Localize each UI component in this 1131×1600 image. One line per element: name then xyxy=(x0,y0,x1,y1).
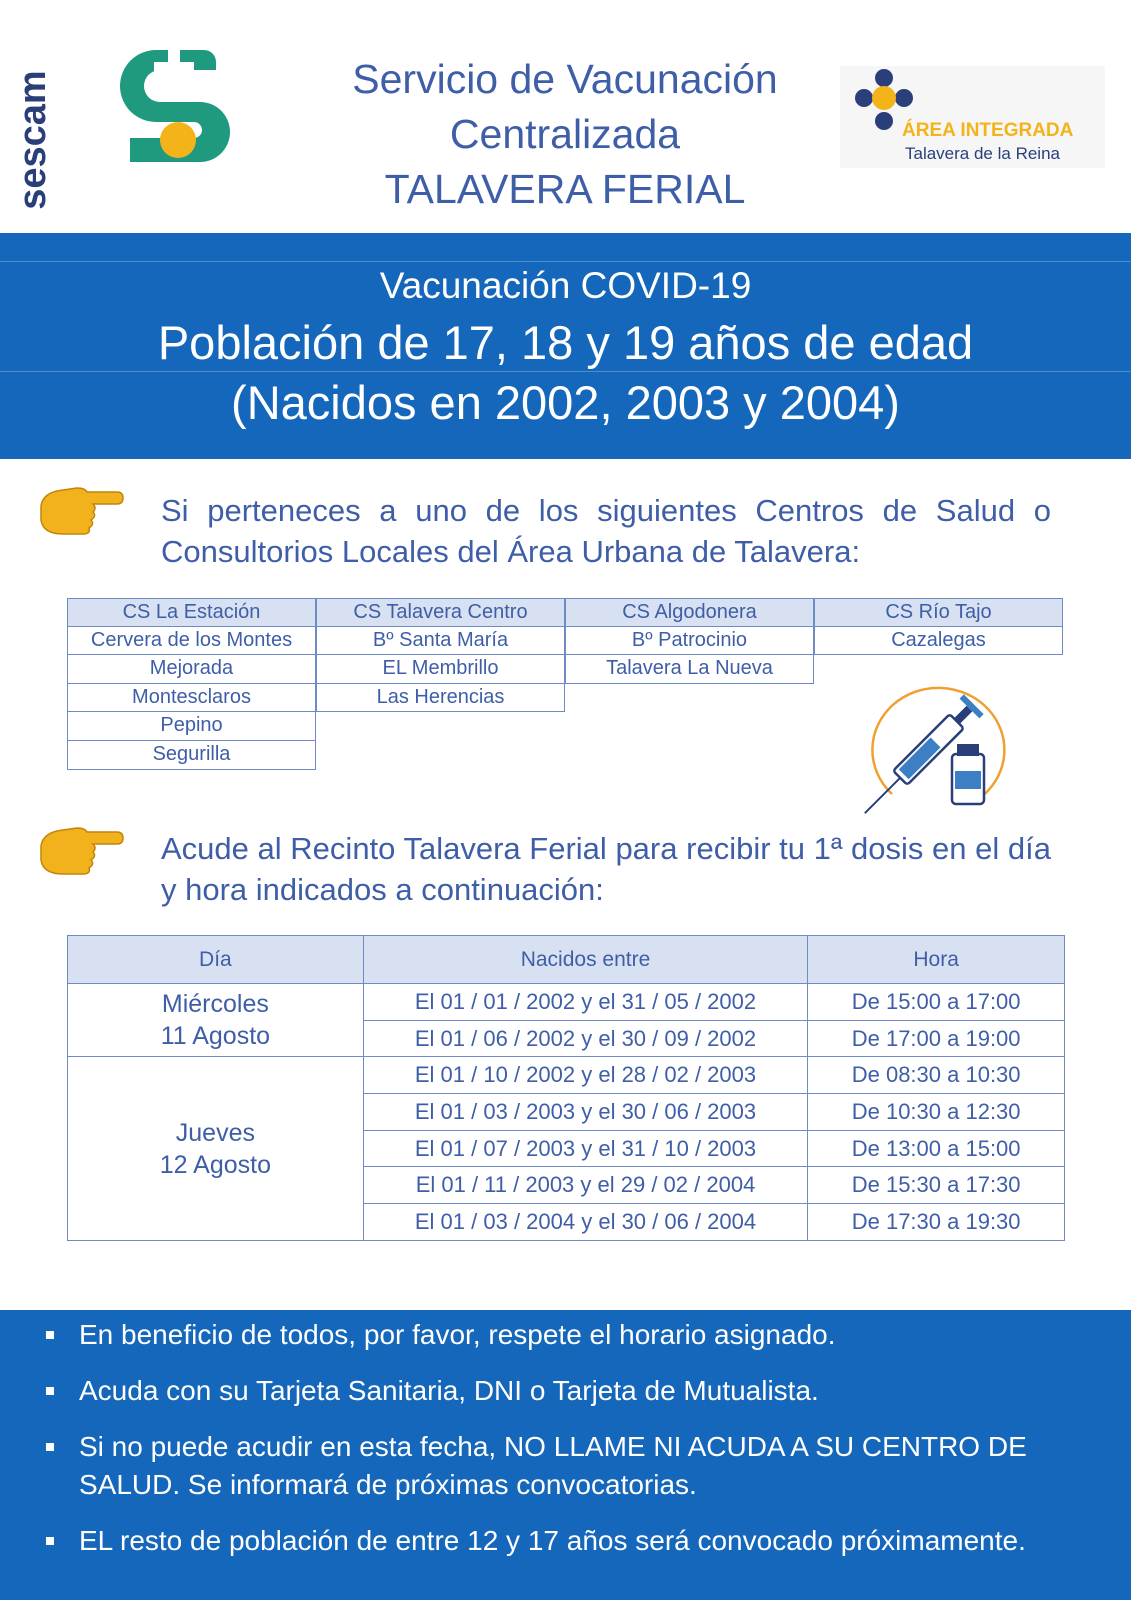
table-row xyxy=(68,1057,1065,1094)
center-item: Montesclaros xyxy=(67,684,316,713)
footer-note-text: Acuda con su Tarjeta Sanitaria, DNI o Tarjeta de Mutualista. xyxy=(79,1375,819,1406)
center-item: Segurilla xyxy=(67,741,316,770)
centers-column-2 xyxy=(316,598,565,712)
banner xyxy=(0,233,1131,459)
banner-title-2: (Nacidos en 2002, 2003 y 2004) xyxy=(231,376,900,429)
center-item: Pepino xyxy=(67,712,316,741)
bullet-icon xyxy=(46,1387,54,1395)
center-item: Bº Santa María xyxy=(316,627,565,656)
day-cell-wednesday xyxy=(68,984,364,1057)
hour-range: De 13:00 a 15:00 xyxy=(808,1130,1065,1167)
hour-range: De 15:30 a 17:30 xyxy=(808,1167,1065,1204)
centers-column-1 xyxy=(67,598,316,770)
schedule-header-row xyxy=(68,936,1065,984)
hour-range: De 15:00 a 17:00 xyxy=(808,984,1065,1021)
centers-column-4 xyxy=(814,598,1063,655)
footer-note-text: Si no puede acudir en esta fecha, NO LLAME NI ACUDA A SU CENTRO DE SALUD. Se informará de próximas convocatorias. xyxy=(79,1431,1027,1500)
header-title-line-2: Centralizada xyxy=(449,111,681,157)
sescam-logo xyxy=(12,42,222,210)
footer-note xyxy=(46,1316,1086,1354)
header-born: Nacidos entre xyxy=(363,936,808,984)
hour-range: De 08:30 a 10:30 xyxy=(808,1057,1065,1094)
centers-column-3 xyxy=(565,598,814,684)
hour-range: De 17:00 a 19:00 xyxy=(808,1020,1065,1057)
center-head: CS Talavera Centro xyxy=(316,598,565,627)
center-item: Talavera La Nueva xyxy=(565,655,814,684)
center-item: Bº Patrocinio xyxy=(565,627,814,656)
intro-paragraph-1: Si perteneces a uno de los siguientes Centros de Salud o Consultorios Locales del Área Urbana de Talavera: xyxy=(161,493,1051,569)
bullet-icon xyxy=(46,1331,54,1339)
center-item: EL Membrillo xyxy=(316,655,565,684)
day-name: Miércoles xyxy=(161,990,269,1019)
center-item: Cervera de los Montes xyxy=(67,627,316,656)
center-head: CS La Estación xyxy=(67,598,316,627)
banner-title: Población de 17, 18 y 19 años de edad xyxy=(157,316,974,369)
footer-note-text: EL resto de población de entre 12 y 17 años será convocado próximamente. xyxy=(79,1525,1026,1556)
footer-note xyxy=(46,1522,1086,1560)
born-range: El 01 / 10 / 2002 y el 28 / 02 / 2003 xyxy=(363,1057,808,1094)
pointing-hand-icon xyxy=(35,820,123,882)
header-title-line-1: Servicio de Vacunación xyxy=(352,56,778,102)
header-title-line-3: TALAVERA FERIAL xyxy=(384,166,746,212)
center-item: Mejorada xyxy=(67,655,316,684)
hour-range: De 10:30 a 12:30 xyxy=(808,1094,1065,1131)
area-integrada-logo xyxy=(840,66,1105,168)
syringe-vial-icon xyxy=(862,676,1012,816)
born-range: El 01 / 07 / 2003 y el 31 / 10 / 2003 xyxy=(363,1130,808,1167)
pointing-hand-icon xyxy=(35,480,123,542)
banner-rule xyxy=(0,371,1131,372)
born-range: El 01 / 11 / 2003 y el 29 / 02 / 2004 xyxy=(363,1167,808,1204)
center-item: Las Herencias xyxy=(316,684,565,713)
banner-rule xyxy=(0,261,1131,262)
center-item: Cazalegas xyxy=(814,627,1063,656)
born-range: El 01 / 06 / 2002 y el 30 / 09 / 2002 xyxy=(363,1020,808,1057)
footer-notes xyxy=(0,1310,1131,1600)
area-logo-line2: Talavera de la Reina xyxy=(905,144,1060,163)
footer-note-text: En beneficio de todos, por favor, respete el horario asignado. xyxy=(79,1319,836,1350)
day-name: Jueves xyxy=(175,1118,255,1147)
center-head: CS Algodonera xyxy=(565,598,814,627)
center-head: CS Río Tajo xyxy=(814,598,1063,627)
header-title xyxy=(300,52,830,217)
hour-range: De 17:30 a 19:30 xyxy=(808,1204,1065,1241)
schedule-table xyxy=(67,935,1065,1241)
bullet-icon xyxy=(46,1537,54,1545)
footer-note xyxy=(46,1372,1086,1410)
header xyxy=(0,0,1131,233)
day-date: 12 Agosto xyxy=(159,1150,271,1179)
day-date: 11 Agosto xyxy=(160,1022,271,1051)
sescam-logo-text: sescam xyxy=(12,70,54,210)
bullet-icon xyxy=(46,1443,54,1451)
intro-paragraph-2: Acude al Recinto Talavera Ferial para recibir tu 1ª dosis en el día y hora indicados a continuación: xyxy=(161,831,1051,907)
footer-note xyxy=(46,1428,1086,1504)
born-range: El 01 / 03 / 2004 y el 30 / 06 / 2004 xyxy=(363,1204,808,1241)
header-day: Día xyxy=(68,936,364,984)
header-hour: Hora xyxy=(808,936,1065,984)
day-cell-thursday xyxy=(68,1057,364,1240)
banner-subtitle: Vacunación COVID-19 xyxy=(379,265,752,306)
born-range: El 01 / 03 / 2003 y el 30 / 06 / 2003 xyxy=(363,1094,808,1131)
table-row xyxy=(68,984,1065,1021)
area-logo-line1: ÁREA INTEGRADA xyxy=(902,120,1074,141)
born-range: El 01 / 01 / 2002 y el 31 / 05 / 2002 xyxy=(363,984,808,1021)
